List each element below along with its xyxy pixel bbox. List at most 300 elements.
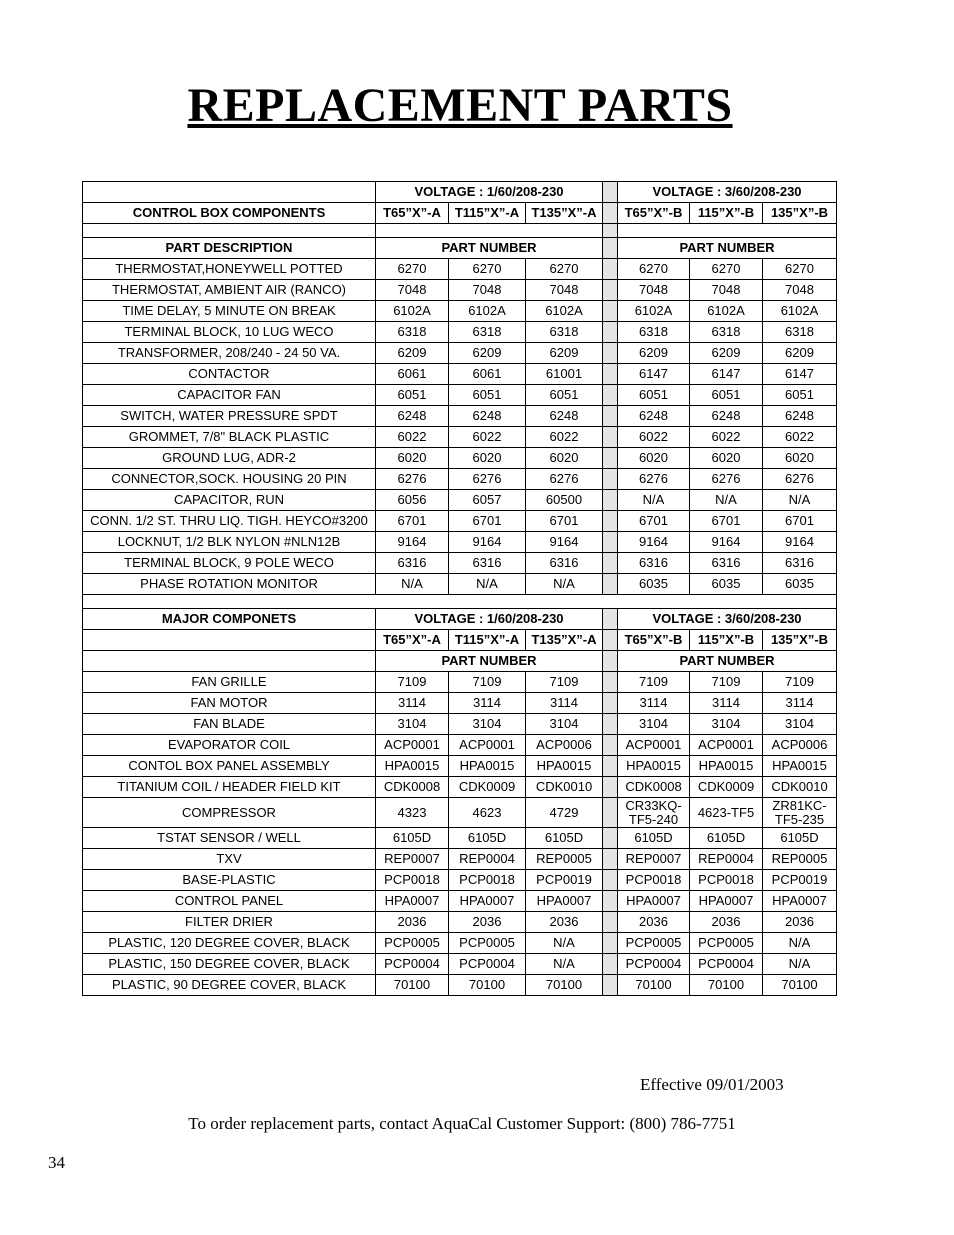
part-number-cell: HPA0007 [763, 891, 837, 912]
part-number-cell: ACP0006 [526, 735, 603, 756]
part-number-cell: 6318 [618, 322, 690, 343]
part-number-cell: 7048 [690, 280, 763, 301]
part-number-cell: 6209 [763, 343, 837, 364]
part-number-cell: 9164 [526, 532, 603, 553]
part-number-cell: 6020 [526, 448, 603, 469]
spacer-row [83, 224, 837, 238]
table-row [83, 448, 837, 469]
part-number-cell: PCP0018 [618, 870, 690, 891]
page-number: 34 [48, 1153, 65, 1172]
model-header-row [83, 630, 837, 651]
part-number-cell: 2036 [449, 912, 526, 933]
model-header: T135”X”-A [526, 630, 603, 651]
table-row [83, 280, 837, 301]
part-number-cell: 6051 [376, 385, 449, 406]
model-header: T65”X”-B [618, 203, 690, 224]
table-row [83, 828, 837, 849]
voltage-header-row [83, 182, 837, 203]
gap-cell [603, 975, 618, 996]
voltage-3-header: VOLTAGE : 3/60/208-230 [618, 182, 837, 203]
gap-cell [603, 672, 618, 693]
part-number-cell: 7048 [618, 280, 690, 301]
part-number-cell: 3114 [449, 693, 526, 714]
gap-cell [603, 448, 618, 469]
part-number-cell: CDK0010 [763, 777, 837, 798]
part-number-cell: 6051 [690, 385, 763, 406]
part-number-cell: 6270 [690, 259, 763, 280]
part-number-cell: 6051 [526, 385, 603, 406]
table-row [83, 891, 837, 912]
part-number-cell: 70100 [690, 975, 763, 996]
part-number-cell: 6051 [449, 385, 526, 406]
part-number-cell: PCP0005 [449, 933, 526, 954]
part-number-cell: 6105D [618, 828, 690, 849]
part-number-cell: 6102A [526, 301, 603, 322]
part-number-cell: 6276 [618, 469, 690, 490]
gap-cell [603, 574, 618, 595]
part-number-cell: 6248 [526, 406, 603, 427]
part-number-cell: 3104 [449, 714, 526, 735]
table-row [83, 364, 837, 385]
part-number-cell: 6020 [690, 448, 763, 469]
part-number-cell: 6061 [449, 364, 526, 385]
gap-cell [603, 609, 618, 630]
model-header: T65”X”-B [618, 630, 690, 651]
table-row [83, 777, 837, 798]
part-number-cell: 6020 [449, 448, 526, 469]
gap-cell [603, 651, 618, 672]
table-row [83, 511, 837, 532]
part-number-cell: 9164 [690, 532, 763, 553]
section-title-control: CONTROL BOX COMPONENTS [83, 203, 376, 224]
part-number-header: PART NUMBER [618, 238, 837, 259]
blank-cell [83, 651, 376, 672]
part-number-cell: 6270 [526, 259, 603, 280]
part-number-cell: HPA0007 [618, 891, 690, 912]
page-title: REPLACEMENT PARTS [187, 79, 733, 132]
table-row [83, 693, 837, 714]
table-row [83, 427, 837, 448]
gap-cell [603, 849, 618, 870]
part-number-cell: 6102A [763, 301, 837, 322]
part-number-cell: 6276 [376, 469, 449, 490]
table-row [83, 343, 837, 364]
part-number-cell: 2036 [376, 912, 449, 933]
part-number-cell: 6147 [690, 364, 763, 385]
table-row [83, 469, 837, 490]
voltage-header-row [83, 609, 837, 630]
part-number-cell: 9164 [618, 532, 690, 553]
part-number-cell: HPA0015 [690, 756, 763, 777]
model-header: T65”X”-A [376, 203, 449, 224]
part-number-cell: 6022 [376, 427, 449, 448]
part-description-cell: PHASE ROTATION MONITOR [83, 574, 376, 595]
part-number-cell: 6105D [449, 828, 526, 849]
part-number-cell: HPA0007 [526, 891, 603, 912]
part-number-cell: 6022 [763, 427, 837, 448]
part-header-row [83, 238, 837, 259]
part-number-cell: 60500 [526, 490, 603, 511]
part-number-cell: 6701 [449, 511, 526, 532]
part-number-cell: N/A [763, 954, 837, 975]
part-number-cell: 7109 [449, 672, 526, 693]
gap-cell [603, 553, 618, 574]
model-header-row [83, 203, 837, 224]
part-number-cell: REP0004 [449, 849, 526, 870]
part-number-cell: 6051 [618, 385, 690, 406]
part-number-cell: 6051 [763, 385, 837, 406]
part-description-cell: THERMOSTAT, AMBIENT AIR (RANCO) [83, 280, 376, 301]
contact-info: To order replacement parts, contact AquaCal Customer Support: (800) 786-7751 [188, 1114, 736, 1133]
part-number-cell: 7109 [763, 672, 837, 693]
part-number-cell: PCP0004 [618, 954, 690, 975]
gap-cell [603, 891, 618, 912]
part-number-cell: 6248 [763, 406, 837, 427]
part-number-cell: 6035 [618, 574, 690, 595]
part-description-cell: TIME DELAY, 5 MINUTE ON BREAK [83, 301, 376, 322]
part-number-cell: N/A [376, 574, 449, 595]
gap-cell [603, 364, 618, 385]
part-number-cell: REP0005 [526, 849, 603, 870]
part-description-cell: TXV [83, 849, 376, 870]
part-number-cell: 6318 [376, 322, 449, 343]
part-number-cell: 6270 [763, 259, 837, 280]
part-number-cell: 6316 [763, 553, 837, 574]
part-number-cell: HPA0007 [449, 891, 526, 912]
table-row [83, 385, 837, 406]
part-number-cell: 6270 [376, 259, 449, 280]
part-number-cell: N/A [449, 574, 526, 595]
part-number-cell: 2036 [690, 912, 763, 933]
gap-cell [603, 238, 618, 259]
part-number-cell: CDK0010 [526, 777, 603, 798]
part-description-cell: PLASTIC, 150 DEGREE COVER, BLACK [83, 954, 376, 975]
part-description-cell: CONTOL BOX PANEL ASSEMBLY [83, 756, 376, 777]
part-description-cell: FAN GRILLE [83, 672, 376, 693]
part-number-cell: CDK0008 [618, 777, 690, 798]
part-description-cell: TERMINAL BLOCK, 10 LUG WECO [83, 322, 376, 343]
part-number-cell: 6248 [449, 406, 526, 427]
part-description-cell: TRANSFORMER, 208/240 - 24 50 VA. [83, 343, 376, 364]
gap-cell [603, 714, 618, 735]
part-number-cell: 6318 [690, 322, 763, 343]
gap-cell [603, 322, 618, 343]
part-description-cell: PLASTIC, 90 DEGREE COVER, BLACK [83, 975, 376, 996]
part-number-cell: 3114 [618, 693, 690, 714]
part-number-cell: PCP0004 [449, 954, 526, 975]
part-number-cell: 6701 [763, 511, 837, 532]
gap-cell [603, 301, 618, 322]
part-number-cell: 3104 [376, 714, 449, 735]
part-number-cell: 6209 [376, 343, 449, 364]
part-number-cell: 3114 [763, 693, 837, 714]
part-description-cell: GROMMET, 7/8" BLACK PLASTIC [83, 427, 376, 448]
part-number-cell: 6105D [690, 828, 763, 849]
part-description-cell: FAN MOTOR [83, 693, 376, 714]
table-row [83, 912, 837, 933]
part-number-cell: 6316 [690, 553, 763, 574]
part-number-header: PART NUMBER [618, 651, 837, 672]
part-description-cell: PLASTIC, 120 DEGREE COVER, BLACK [83, 933, 376, 954]
part-number-cell: 2036 [618, 912, 690, 933]
part-description-cell: TERMINAL BLOCK, 9 POLE WECO [83, 553, 376, 574]
part-number-cell: 6318 [449, 322, 526, 343]
model-header: T65”X”-A [376, 630, 449, 651]
part-number-cell: PCP0018 [449, 870, 526, 891]
spacer-row [83, 595, 837, 609]
part-number-cell: 3114 [690, 693, 763, 714]
part-description-header: PART DESCRIPTION [83, 238, 376, 259]
part-number-cell: 9164 [763, 532, 837, 553]
part-description-cell: TSTAT SENSOR / WELL [83, 828, 376, 849]
part-number-cell: 6270 [449, 259, 526, 280]
part-number-cell: N/A [618, 490, 690, 511]
part-description-cell: CAPACITOR FAN [83, 385, 376, 406]
part-number-cell: ACP0001 [376, 735, 449, 756]
part-number-cell: 6061 [376, 364, 449, 385]
gap-cell [603, 490, 618, 511]
part-number-cell: PCP0005 [376, 933, 449, 954]
part-description-cell: GROUND LUG, ADR-2 [83, 448, 376, 469]
table-row [83, 975, 837, 996]
part-number-cell: 6276 [526, 469, 603, 490]
part-number-cell: N/A [526, 954, 603, 975]
blank-cell [83, 630, 376, 651]
part-number-cell: ACP0001 [449, 735, 526, 756]
part-number-cell: 6022 [449, 427, 526, 448]
part-number-cell: 70100 [526, 975, 603, 996]
part-number-cell: HPA0015 [449, 756, 526, 777]
part-number-cell: HPA0015 [618, 756, 690, 777]
part-number-cell: PCP0004 [690, 954, 763, 975]
part-number-cell: CR33KQ-TF5-240 [618, 798, 690, 828]
table-row [83, 406, 837, 427]
gap-cell [603, 756, 618, 777]
part-number-cell: 6701 [376, 511, 449, 532]
table-row [83, 756, 837, 777]
part-number-cell: 6276 [763, 469, 837, 490]
part-number-cell: 6209 [690, 343, 763, 364]
table-row [83, 532, 837, 553]
part-description-cell: CONTROL PANEL [83, 891, 376, 912]
part-number-cell: 6020 [376, 448, 449, 469]
part-number-cell: 7048 [376, 280, 449, 301]
part-number-cell: 3114 [526, 693, 603, 714]
part-description-cell: LOCKNUT, 1/2 BLK NYLON #NLN12B [83, 532, 376, 553]
gap-cell [603, 777, 618, 798]
table-row [83, 301, 837, 322]
part-number-cell: CDK0009 [449, 777, 526, 798]
table-row [83, 322, 837, 343]
model-header: T115”X”-A [449, 630, 526, 651]
part-number-cell: 6209 [449, 343, 526, 364]
part-number-cell: 7109 [526, 672, 603, 693]
part-number-cell: N/A [763, 490, 837, 511]
gap-cell [603, 954, 618, 975]
part-number-cell: 3104 [763, 714, 837, 735]
part-number-cell: 6022 [526, 427, 603, 448]
part-number-cell: 6105D [526, 828, 603, 849]
part-number-cell: PCP0005 [690, 933, 763, 954]
table-row [83, 849, 837, 870]
gap-cell [603, 912, 618, 933]
part-number-cell: 6248 [376, 406, 449, 427]
model-header: 115”X”-B [690, 630, 763, 651]
part-number-cell: 70100 [449, 975, 526, 996]
gap-cell [603, 280, 618, 301]
voltage-1-header: VOLTAGE : 1/60/208-230 [376, 609, 603, 630]
gap-cell [603, 343, 618, 364]
part-description-cell: TITANIUM COIL / HEADER FIELD KIT [83, 777, 376, 798]
gap-cell [603, 469, 618, 490]
part-number-cell: 70100 [763, 975, 837, 996]
part-number-cell: 6209 [526, 343, 603, 364]
part-number-cell: 6102A [618, 301, 690, 322]
part-number-cell: 3114 [376, 693, 449, 714]
part-number-cell: 2036 [763, 912, 837, 933]
section-title-major: MAJOR COMPONETS [83, 609, 376, 630]
table-row [83, 870, 837, 891]
part-number-cell: PCP0019 [763, 870, 837, 891]
part-number-header: PART NUMBER [376, 238, 603, 259]
table-row [83, 574, 837, 595]
part-number-cell: 4729 [526, 798, 603, 828]
blank-cell [83, 182, 376, 203]
gap-cell [603, 511, 618, 532]
part-number-cell: HPA0007 [690, 891, 763, 912]
part-number-cell: 6316 [526, 553, 603, 574]
part-number-cell: 6248 [618, 406, 690, 427]
part-number-cell: 7048 [526, 280, 603, 301]
part-number-cell: 6318 [763, 322, 837, 343]
part-number-cell: 4623 [449, 798, 526, 828]
table-row [83, 490, 837, 511]
gap-cell [603, 735, 618, 756]
part-number-cell: N/A [526, 933, 603, 954]
table-row [83, 553, 837, 574]
part-number-cell: 4623-TF5 [690, 798, 763, 828]
part-number-cell: PCP0004 [376, 954, 449, 975]
part-number-cell: N/A [690, 490, 763, 511]
part-number-cell: 3104 [690, 714, 763, 735]
part-number-cell: N/A [526, 574, 603, 595]
gap-cell [603, 828, 618, 849]
part-number-cell: ACP0006 [763, 735, 837, 756]
part-description-cell: BASE-PLASTIC [83, 870, 376, 891]
part-number-cell: 6102A [376, 301, 449, 322]
part-number-cell: 6020 [763, 448, 837, 469]
part-description-cell: CONNECTOR,SOCK. HOUSING 20 PIN [83, 469, 376, 490]
gap-cell [603, 427, 618, 448]
part-number-cell: REP0007 [618, 849, 690, 870]
part-number-cell: 6316 [618, 553, 690, 574]
voltage-1-header: VOLTAGE : 1/60/208-230 [376, 182, 603, 203]
part-number-cell: HPA0015 [376, 756, 449, 777]
part-number-cell: 6270 [618, 259, 690, 280]
part-number-cell: 6701 [618, 511, 690, 532]
gap-cell [603, 406, 618, 427]
gap-cell [603, 385, 618, 406]
part-number-cell: 7109 [376, 672, 449, 693]
part-number-cell: 6276 [690, 469, 763, 490]
table-row [83, 714, 837, 735]
part-number-cell: 6147 [618, 364, 690, 385]
part-number-cell: 6316 [449, 553, 526, 574]
part-number-cell: REP0007 [376, 849, 449, 870]
gap-cell [603, 798, 618, 828]
part-number-cell: 7048 [449, 280, 526, 301]
part-number-cell: 6248 [690, 406, 763, 427]
part-number-cell: 6020 [618, 448, 690, 469]
gap-cell [603, 532, 618, 553]
model-header: 115”X”-B [690, 203, 763, 224]
part-number-cell: 6105D [376, 828, 449, 849]
gap-cell [603, 182, 618, 203]
table-row [83, 735, 837, 756]
part-number-cell: 6035 [690, 574, 763, 595]
part-number-cell: 2036 [526, 912, 603, 933]
part-number-cell: REP0005 [763, 849, 837, 870]
table-row [83, 672, 837, 693]
part-number-cell: PCP0019 [526, 870, 603, 891]
part-number-cell: 6316 [376, 553, 449, 574]
part-number-cell: 6102A [449, 301, 526, 322]
voltage-3-header: VOLTAGE : 3/60/208-230 [618, 609, 837, 630]
part-number-cell: 9164 [449, 532, 526, 553]
model-header: 135”X”-B [763, 630, 837, 651]
table-row [83, 798, 837, 828]
part-number-cell: 6022 [618, 427, 690, 448]
part-number-cell: HPA0015 [526, 756, 603, 777]
part-number-cell: 7109 [690, 672, 763, 693]
part-number-cell: 6701 [690, 511, 763, 532]
part-number-cell: 6209 [618, 343, 690, 364]
part-number-cell: CDK0008 [376, 777, 449, 798]
part-number-cell: CDK0009 [690, 777, 763, 798]
part-description-cell: FILTER DRIER [83, 912, 376, 933]
model-header: T115”X”-A [449, 203, 526, 224]
part-description-cell: SWITCH, WATER PRESSURE SPDT [83, 406, 376, 427]
part-number-cell: 4323 [376, 798, 449, 828]
part-description-cell: CAPACITOR, RUN [83, 490, 376, 511]
part-number-cell: PCP0005 [618, 933, 690, 954]
part-number-cell: ACP0001 [618, 735, 690, 756]
replacement-parts-table [82, 181, 837, 996]
effective-date: Effective 09/01/2003 [640, 1075, 784, 1094]
model-header: T135”X”-A [526, 203, 603, 224]
part-description-cell: EVAPORATOR COIL [83, 735, 376, 756]
part-number-cell: 70100 [376, 975, 449, 996]
part-number-cell: 3104 [526, 714, 603, 735]
part-number-cell: ZR81KC-TF5-235 [763, 798, 837, 828]
part-number-cell: 9164 [376, 532, 449, 553]
part-number-cell: HPA0015 [763, 756, 837, 777]
part-number-cell: PCP0018 [690, 870, 763, 891]
part-number-cell: 6102A [690, 301, 763, 322]
gap-cell [603, 933, 618, 954]
part-number-header: PART NUMBER [376, 651, 603, 672]
part-number-cell: 7109 [618, 672, 690, 693]
part-number-cell: 6057 [449, 490, 526, 511]
part-description-cell: CONTACTOR [83, 364, 376, 385]
part-number-cell: 61001 [526, 364, 603, 385]
parts-table-body [83, 182, 837, 996]
part-number-cell: 6147 [763, 364, 837, 385]
model-header: 135”X”-B [763, 203, 837, 224]
gap-cell [603, 259, 618, 280]
table-row [83, 259, 837, 280]
part-number-cell: 6056 [376, 490, 449, 511]
